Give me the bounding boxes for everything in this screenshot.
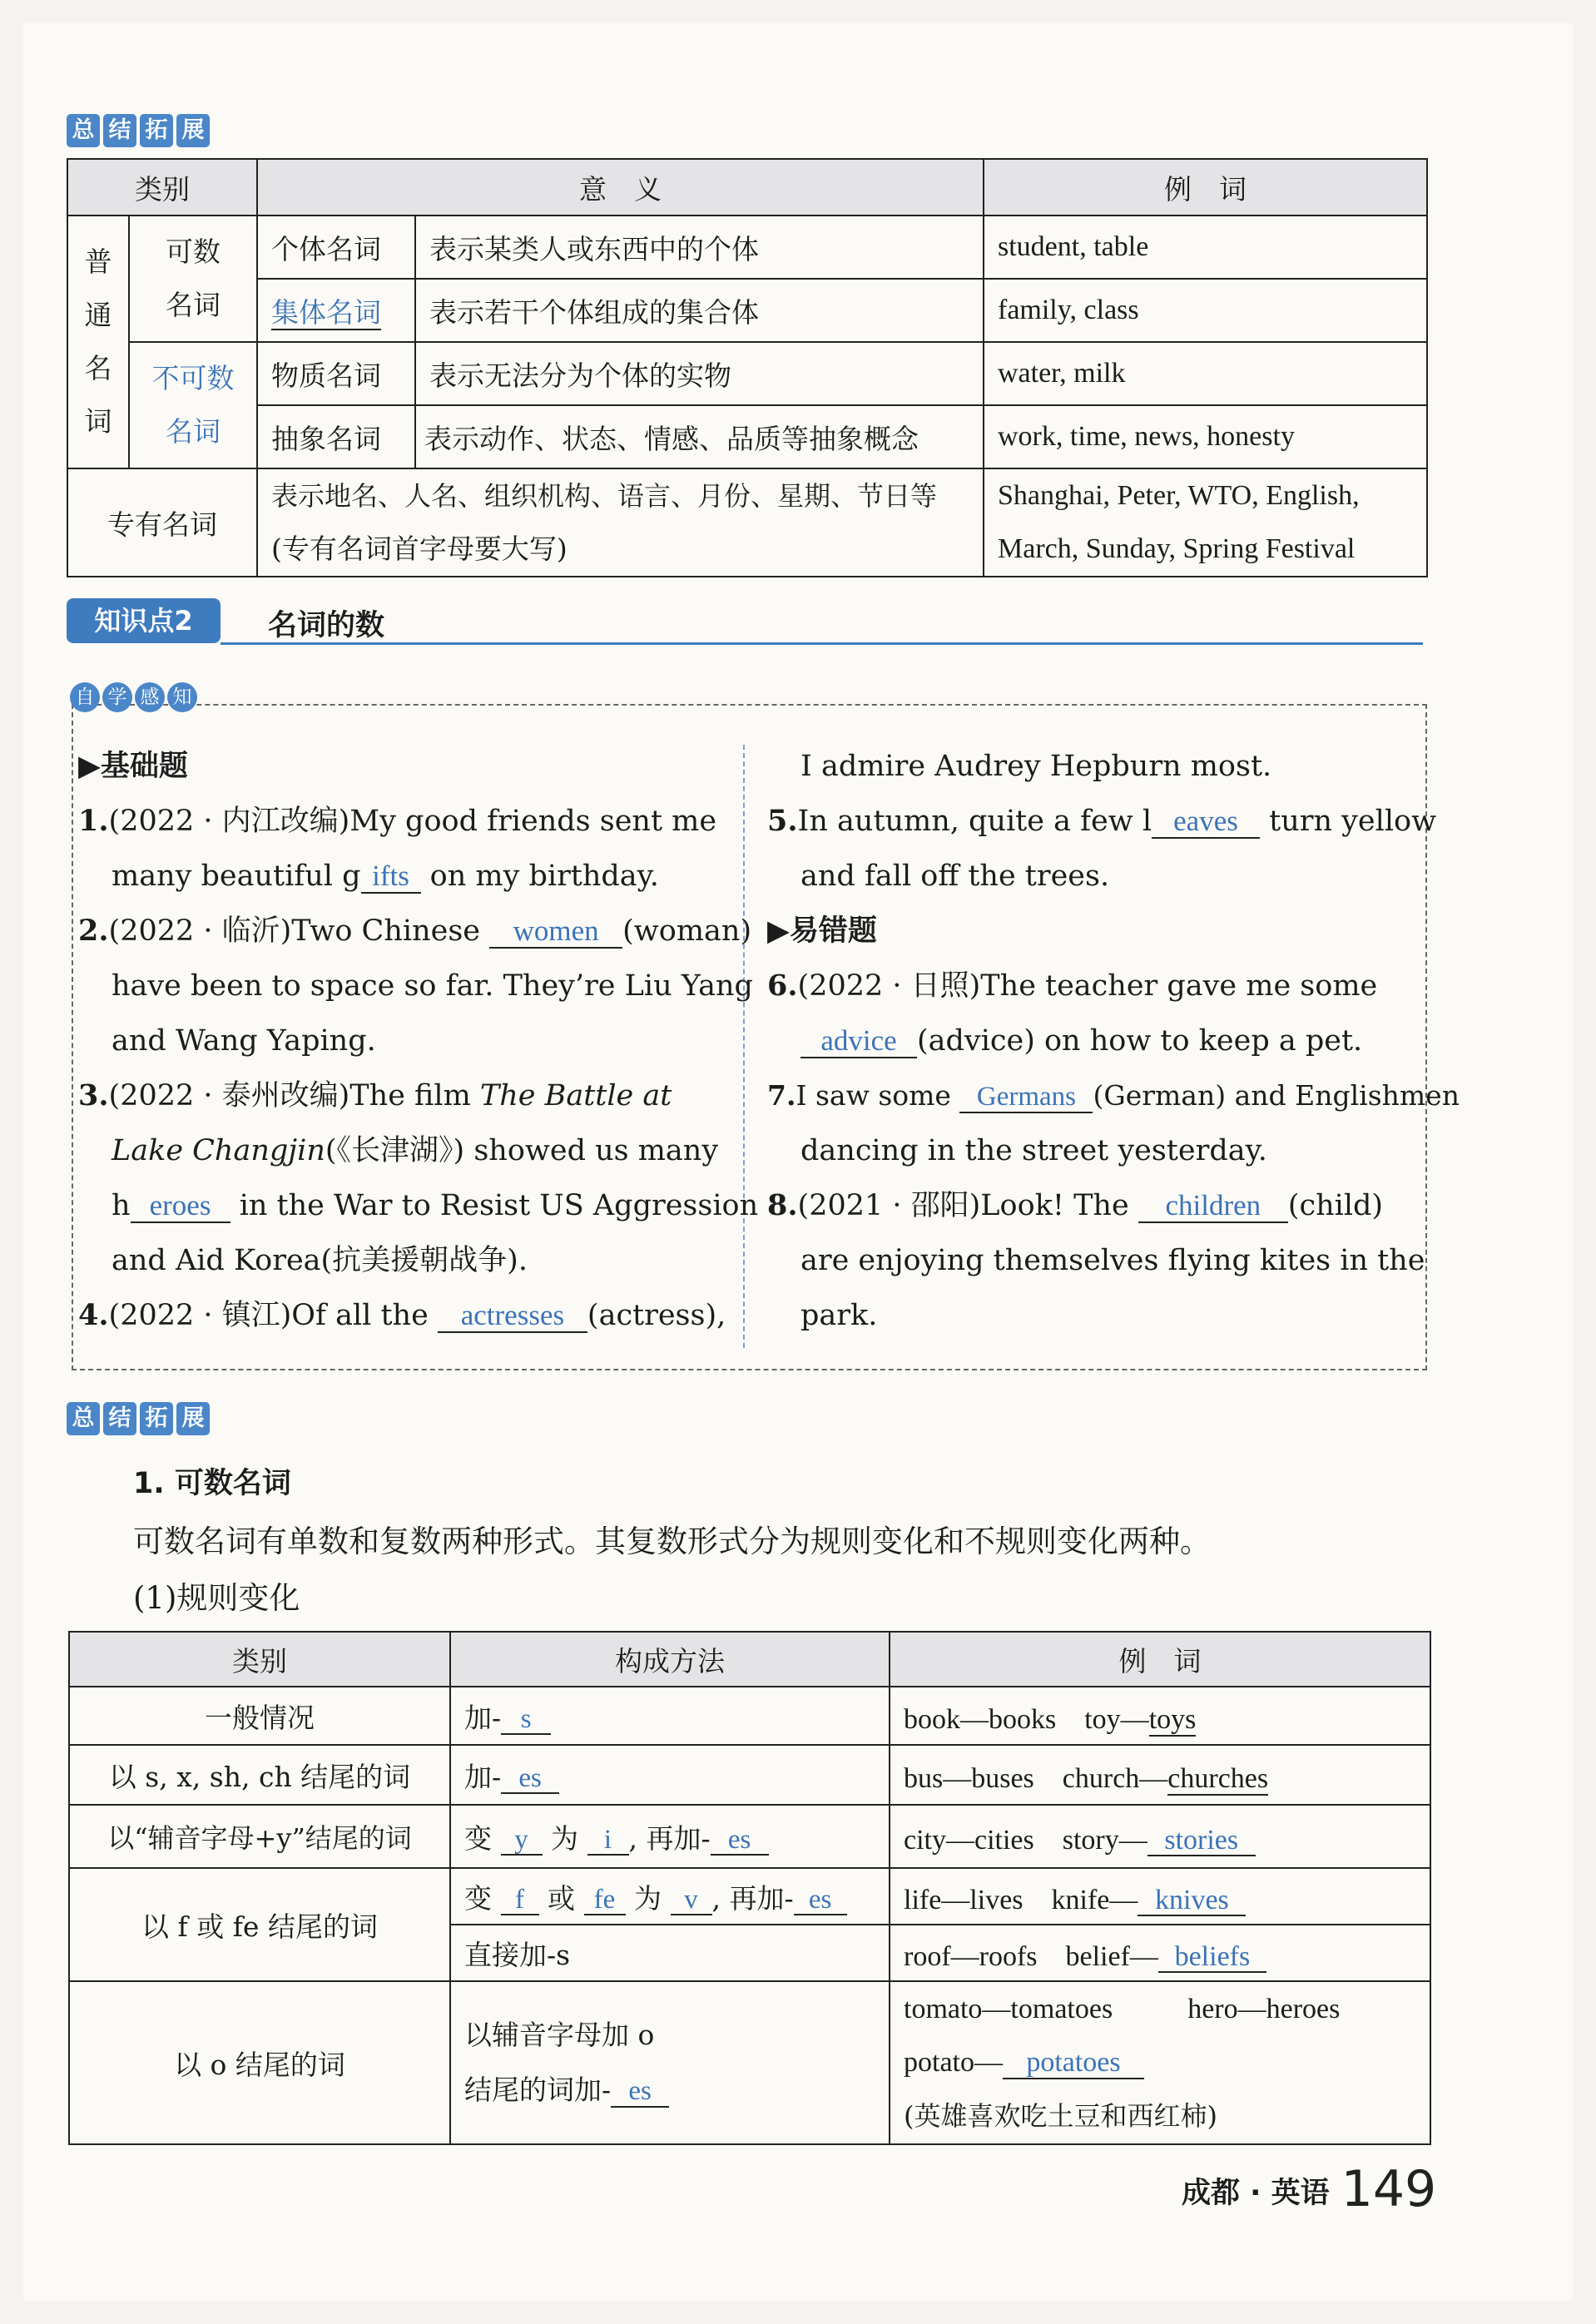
knowledge-point-title: 名词的数: [268, 609, 385, 642]
question-8: 8.(2021 · 邵阳)Look! The children (child): [767, 1188, 1384, 1222]
answer-blank: es: [501, 1764, 559, 1795]
row-meaning: 表示无法分为个体的实物: [415, 342, 984, 405]
question-7: 7.I saw some Germans (German) and Englishmen: [767, 1079, 1460, 1112]
answer-blank: es: [794, 1885, 847, 1916]
proper-noun-label: 专有名词: [67, 468, 257, 577]
rule-category: 一般情况: [69, 1687, 450, 1745]
row-examples: family, class: [984, 279, 1427, 342]
header-examples: 例 词: [984, 159, 1427, 216]
triangle-icon: ▶: [767, 914, 790, 948]
region-label: 成都 · 英语: [1182, 2177, 1330, 2210]
header-examples: 例 词: [890, 1632, 1430, 1687]
summary-char: 展: [176, 1402, 210, 1435]
rule-category: 以 s, x, sh, ch 结尾的词: [69, 1745, 450, 1805]
summary-char: 结: [103, 114, 136, 147]
answer-blank: i: [587, 1826, 629, 1856]
common-noun-label: 普通名词: [84, 245, 112, 438]
question-2: 2.(2022 · 临沂)Two Chinese women (woman): [78, 914, 752, 948]
self-study-char: 自: [70, 682, 100, 712]
header-category: 类别: [69, 1632, 450, 1687]
section-title: 1. 可数名词: [133, 1467, 291, 1500]
self-study-char: 感: [135, 682, 165, 712]
self-study-char: 知: [167, 682, 197, 712]
summary-char: 总: [67, 1402, 100, 1435]
answer-blank: children: [1138, 1191, 1288, 1223]
answer-blank: stories: [1147, 1826, 1256, 1857]
answer-blank: s: [501, 1705, 551, 1736]
row-examples: student, table: [984, 216, 1427, 279]
title-divider: [221, 642, 1423, 645]
row-meaning: 表示若干个体组成的集合体: [415, 279, 984, 342]
self-study-char: 学: [102, 682, 132, 712]
summary-header-1: [67, 114, 213, 147]
summary-char: 拓: [140, 1402, 173, 1435]
plural-rules-table: 类别 构成方法 例 词 一般情况 加- s book—books toy—toys 以 s, x, sh, ch 结尾的词 加- es bus—buses church—churches 以“辅音字母+y”结尾的词 变 y 为 i , 再加- es city—cities story— stories 以 f 或 fe 结尾的词 变 f 或 fe 为 v , 再加- es life—lives knife— knives 直接加-s roof—roofs belief— beliefs 以 o 结尾的词 以辅音字母加 o 结尾的词加- es tomato—tomatoes hero—heroes potato— potatoes (英雄喜欢吃土豆和西红柿): [68, 1631, 1431, 2145]
summary-char: 展: [176, 114, 210, 147]
right-column: I admire Audrey Hepburn most. 5.In autumn, quite a few l eaves turn yellow and fall off the trees. ▶易错题 6.(2022 · 日照)The teacher gave me some advice (advice) on how to keep a pet. 7.I saw some Germans (German) and Englishmen dancing in the street yesterday. 8.(2021 · 邵阳)Look! The children (child) are enjoying themselves flying kites in the park.: [767, 750, 1460, 1332]
answer-blank: advice: [800, 1026, 917, 1058]
error-heading: ▶易错题: [767, 914, 877, 948]
rule-category: 以 o 结尾的词: [69, 1981, 450, 2144]
summary-char: 总: [67, 114, 100, 147]
answer-blank: ifts: [361, 861, 421, 894]
summary-char: 拓: [140, 114, 173, 147]
proper-meaning-1: 表示地名、人名、组织机构、语言、月份、星期、节日等: [271, 480, 938, 512]
header-meaning: 意 义: [257, 159, 984, 216]
row-examples: work, time, news, honesty: [984, 405, 1427, 468]
row-meaning: 表示动作、状态、情感、品质等抽象概念: [415, 405, 984, 468]
proper-examples-1: Shanghai, Peter, WTO, English,: [998, 480, 1360, 511]
column-divider: [743, 745, 745, 1348]
rule-category: 以 f 或 fe 结尾的词: [69, 1868, 450, 1981]
summary-char: 结: [103, 1402, 136, 1435]
question-1: 1.(2022 · 内江改编)My good friends sent me: [78, 804, 717, 838]
answer-blank: women: [489, 916, 622, 949]
row-meaning: 表示某类人或东西中的个体: [415, 216, 984, 279]
row-type: 物质名词: [257, 342, 415, 405]
section-description: 可数名词有单数和复数两种形式。其复数形式分为规则变化和不规则变化两种。: [133, 1524, 1211, 1559]
summary-header-2: [67, 1402, 213, 1435]
page-number: 149: [1341, 2160, 1437, 2218]
proper-examples-2: March, Sunday, Spring Festival: [998, 533, 1356, 564]
left-column: ▶基础题 1.(2022 · 内江改编)My good friends sent me many beautiful g ifts on my birthday. 2.(2022 · 临沂)Two Chinese women (woman) have been to space so far. They’re Liu Yang and Wang Yaping. 3.(2022 · 泰州改编)The film The Battle at Lake Changjin(《长津湖》) showed us many h eroes in the War to Resist US Aggression and Aid Korea(抗美援朝战争). 4.(2022 · 镇江)Of all the actresses (actress),: [78, 739, 727, 1343]
noun-category-table: [67, 158, 1428, 577]
question-4: 4.(2022 · 镇江)Of all the actresses (actress),: [78, 1298, 726, 1332]
rule-category: 以“辅音字母+y”结尾的词: [69, 1805, 450, 1868]
self-study-header: [70, 682, 200, 712]
row-type-answer: 集体名词: [271, 295, 381, 329]
row-type: 抽象名词: [257, 405, 415, 468]
answer-blank: actresses: [438, 1301, 587, 1333]
row-examples: water, milk: [984, 342, 1427, 405]
question-3: 3.(2022 · 泰州改编)The film The Battle at: [78, 1078, 672, 1112]
answer-blank: eaves: [1152, 806, 1260, 839]
page-footer: [1182, 2160, 1436, 2218]
answer-blank: v: [671, 1885, 712, 1916]
section-subtitle: (1)规则变化: [133, 1580, 300, 1616]
row-type: 个体名词: [257, 216, 415, 279]
question-6: 6.(2022 · 日照)The teacher gave me some: [767, 969, 1378, 1003]
answer-blank: fe: [584, 1885, 626, 1916]
answer-blank: f: [501, 1885, 539, 1916]
basic-heading: ▶基础题: [78, 750, 188, 783]
knowledge-point-badge: 知识点2: [67, 598, 221, 643]
header-method: 构成方法: [450, 1632, 890, 1687]
answer-blank: potatoes: [1003, 2048, 1144, 2079]
countable-label: 可数名词: [166, 235, 221, 321]
question-5: 5.In autumn, quite a few l eaves turn yellow: [767, 804, 1437, 838]
answer-blank: beliefs: [1158, 1942, 1266, 1974]
answer-blank: es: [611, 2077, 669, 2108]
proper-meaning-2: (专有名词首字母要大写): [271, 533, 568, 565]
answer-blank: knives: [1138, 1885, 1246, 1917]
uncountable-label: 不可数名词: [151, 362, 235, 448]
answer-blank: Germans: [959, 1083, 1093, 1113]
answer-blank: eroes: [131, 1191, 230, 1223]
header-category: 类别: [67, 159, 257, 216]
answer-blank: es: [711, 1826, 769, 1856]
rule-method: 直接加-s: [450, 1925, 890, 1981]
answer-blank: y: [501, 1826, 543, 1856]
triangle-icon: ▶: [78, 750, 101, 783]
